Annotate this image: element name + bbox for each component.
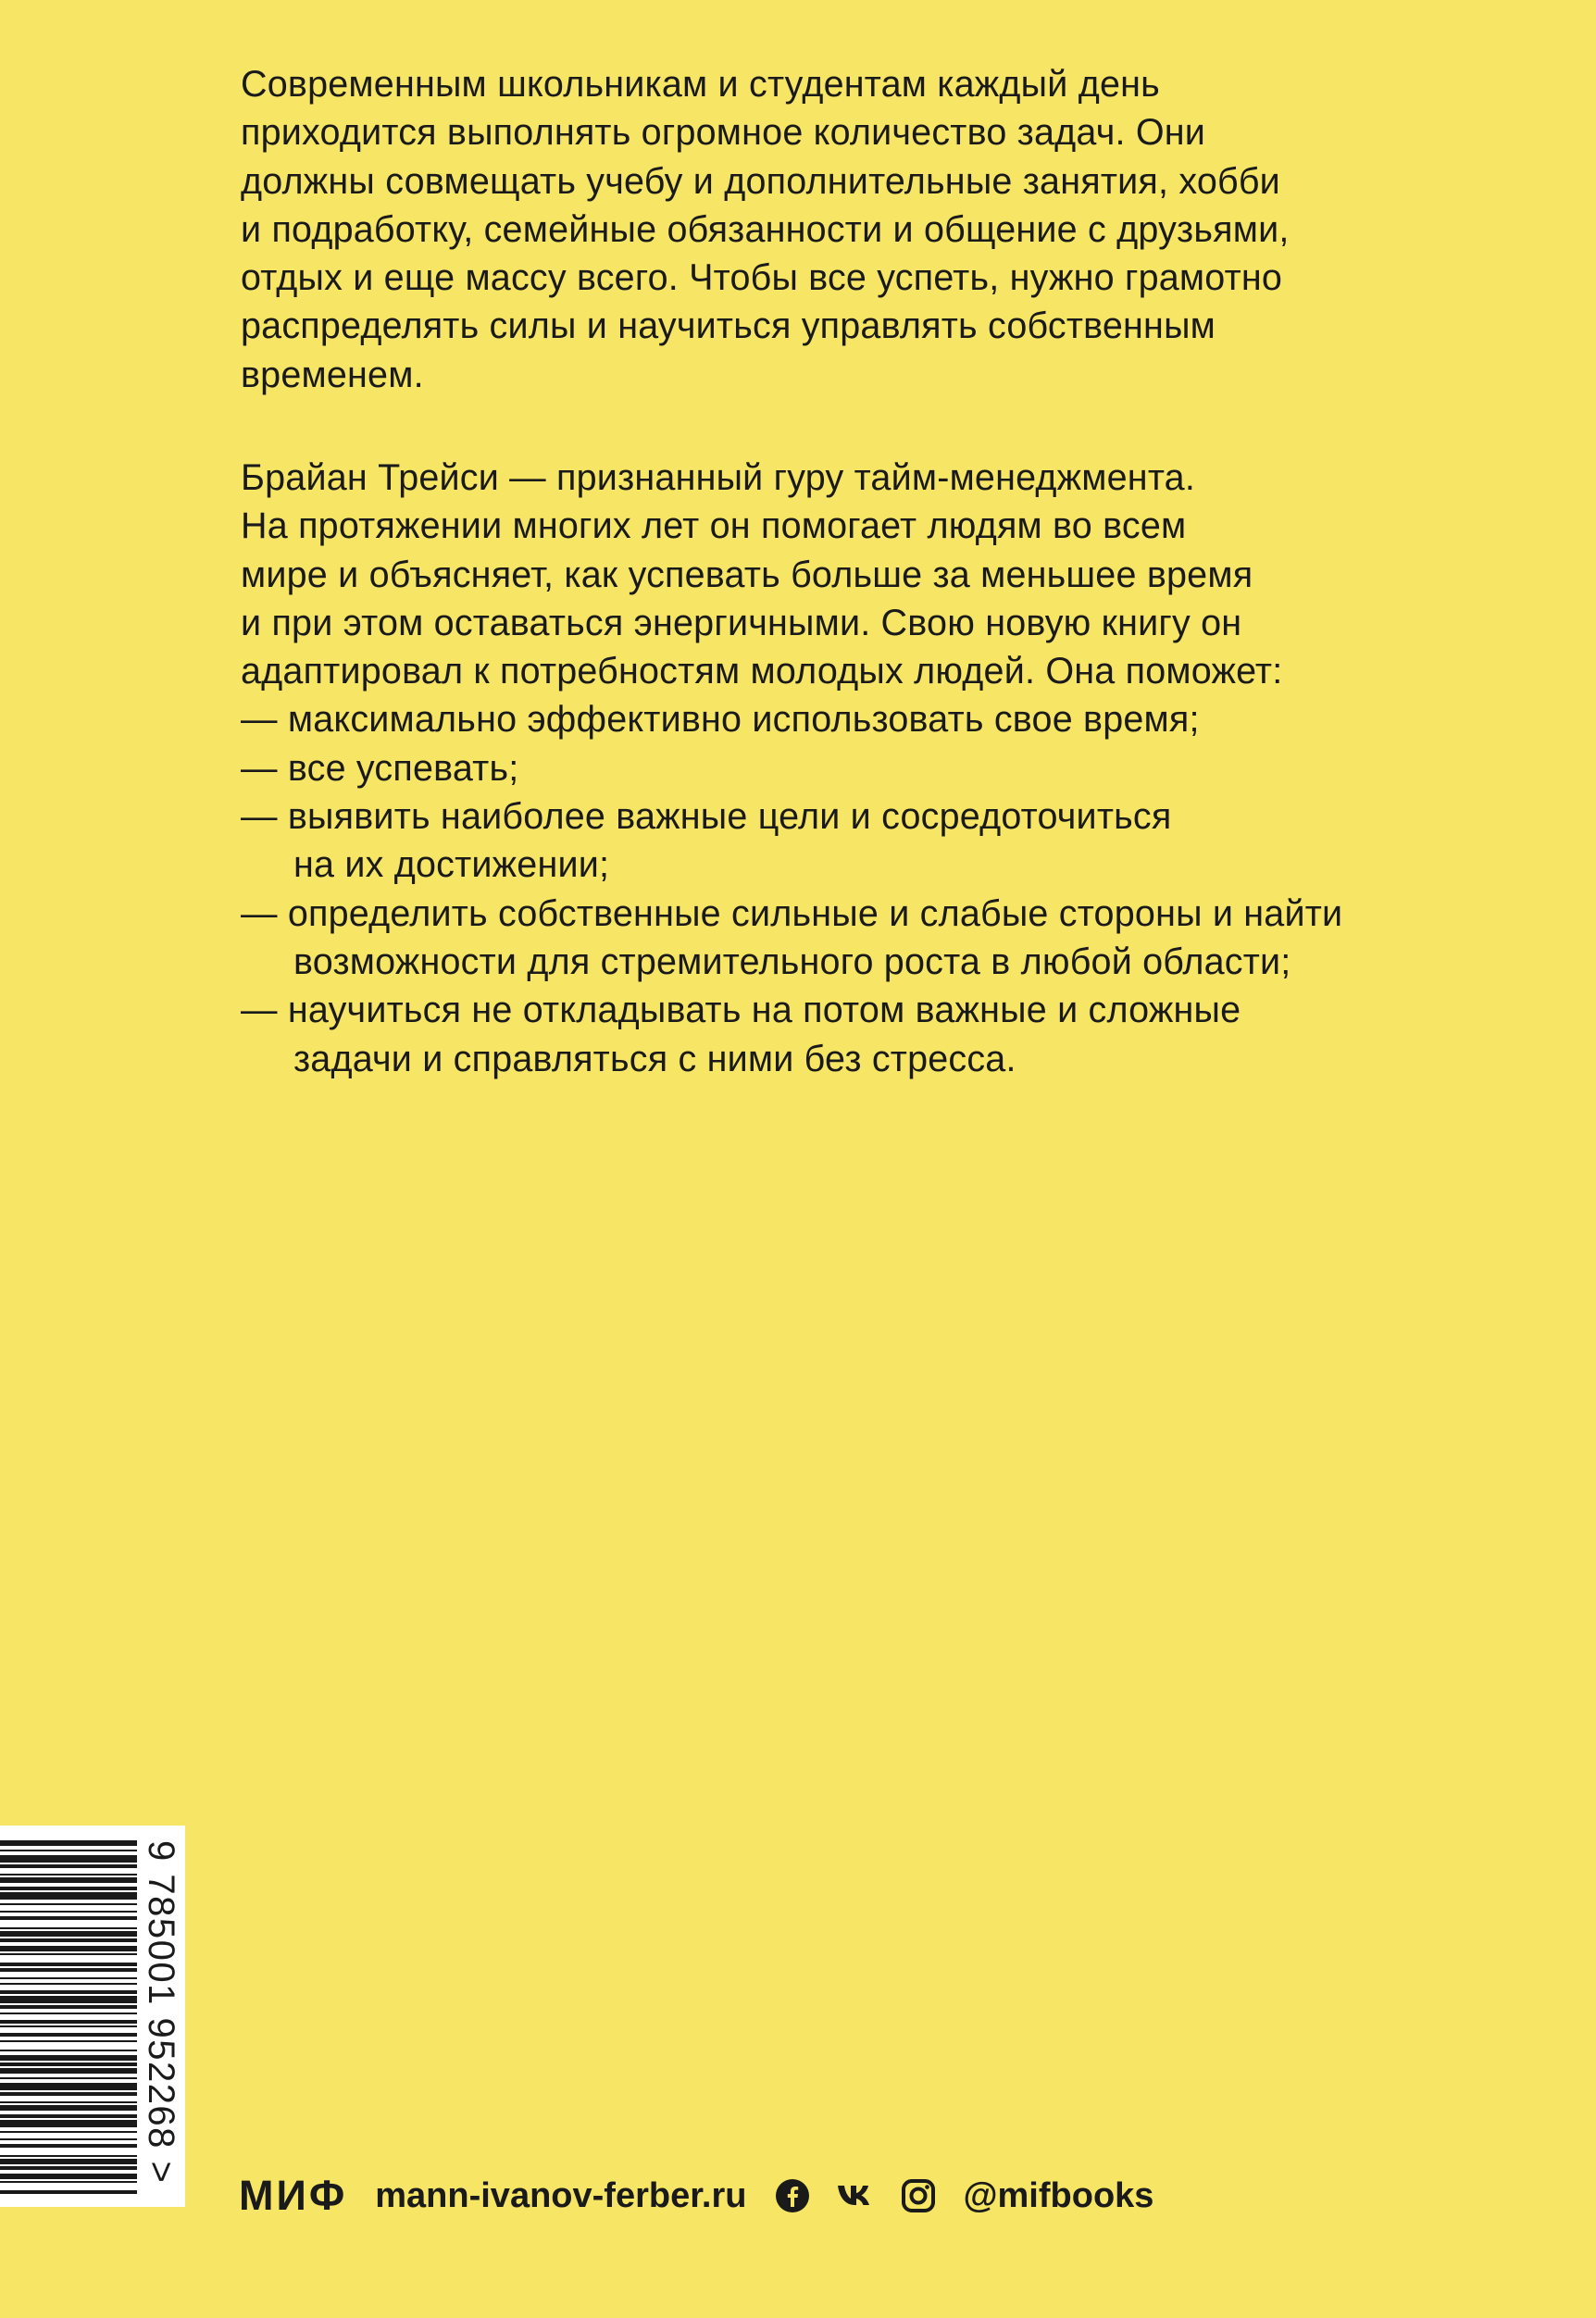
- barcode-bar: [0, 2033, 137, 2037]
- barcode-bar: [0, 2138, 137, 2140]
- barcode-bar: [0, 1877, 137, 1883]
- barcode-bar: [0, 2190, 137, 2194]
- barcode-bar: [0, 1963, 137, 1966]
- barcode-bar: [0, 1903, 137, 1905]
- barcode-bar: [0, 2055, 137, 2061]
- facebook-icon[interactable]: [774, 2177, 811, 2214]
- description-paragraph-1: [241, 60, 1537, 399]
- text-line: должны совмещать учебу и дополнительные занятия, хобби: [241, 160, 1280, 202]
- social-handle[interactable]: @mifbooks: [963, 2175, 1154, 2215]
- barcode-bar: [0, 1946, 137, 1951]
- list-item-continuation: задачи и справляться с ними без стресса.: [293, 1038, 1016, 1079]
- list-item-continuation: возможности для стремительного роста в любой области;: [293, 941, 1291, 982]
- isbn-digits: 9 785001 952268 >: [141, 1840, 181, 2185]
- list-item: — все успевать;: [241, 747, 519, 789]
- barcode-bar: [0, 2159, 137, 2164]
- text-line: мире и объясняет, как успевать больше за меньшее время: [241, 554, 1253, 595]
- list-item: — максимально эффективно использовать свое время;: [241, 699, 1200, 741]
- barcode-bar: [0, 1911, 137, 1913]
- barcode-bar: [0, 2005, 137, 2009]
- barcode-bar: [0, 2131, 137, 2133]
- barcode-bar: [0, 2092, 137, 2096]
- barcode-bar: [0, 1840, 137, 1846]
- barcode-bar: [0, 1931, 137, 1937]
- list-item: — научиться не откладывать на потом важные и сложные: [241, 990, 1241, 1031]
- barcode-bar: [0, 1990, 137, 1994]
- barcode-bar: [0, 2013, 137, 2014]
- barcode-bar: [0, 1953, 137, 1955]
- barcode-bar: [0, 1996, 137, 2003]
- barcode-bar: [0, 2083, 137, 2090]
- text-line: Современным школьникам и студентам каждый день: [241, 64, 1160, 105]
- instagram-icon[interactable]: [900, 2177, 937, 2214]
- text-line: Брайан Трейси — признанный гуру тайм-менеджмента.: [241, 457, 1196, 498]
- barcode-bar: [0, 2181, 137, 2183]
- barcode-bar: [0, 1864, 137, 1868]
- text-line: распределять силы и научиться управлять собственным: [241, 305, 1216, 347]
- text-line: и подработку, семейные обязанности и общение с друзьями,: [241, 208, 1290, 250]
- text-line: временем.: [241, 354, 424, 395]
- barcode-bar: [0, 1892, 137, 1900]
- barcode-bar: [0, 2144, 137, 2148]
- description-paragraph-2: [241, 454, 1537, 1083]
- text-line: адаптировал к потребностям молодых людей. Она поможет:: [241, 651, 1283, 692]
- barcode-bar: [0, 1874, 137, 1876]
- list-item: — выявить наиболее важные цели и сосредоточиться: [241, 796, 1172, 838]
- publisher-website-link[interactable]: mann-ivanov-ferber.ru: [375, 2175, 747, 2215]
- text-line: На протяжении многих лет он помогает людям во всем: [241, 505, 1187, 547]
- publisher-logo: МИФ: [239, 2172, 348, 2219]
- text-line: приходится выполнять огромное количество задач. Они: [241, 112, 1206, 154]
- barcode-bar: [0, 2174, 137, 2179]
- barcode-bar: [0, 2114, 137, 2118]
- barcode-bar: [0, 1968, 137, 1972]
- barcode-bar: [0, 2063, 137, 2066]
- barcode-bar: [0, 2050, 137, 2051]
- benefits-list: [241, 695, 1537, 1082]
- barcode-bar: [0, 2105, 137, 2111]
- text-line: и при этом оставаться энергичными. Свою новую книгу он: [241, 602, 1242, 643]
- vk-icon[interactable]: [837, 2177, 874, 2214]
- barcode-bar: [0, 2020, 137, 2024]
- barcode-bar: [0, 2166, 137, 2170]
- barcode-bar: [0, 2068, 137, 2074]
- barcode-bar: [0, 1850, 137, 1851]
- barcode-bar: [0, 1855, 137, 1863]
- barcode-bar: [0, 1927, 137, 1929]
- list-item-continuation: на их достижении;: [293, 844, 610, 886]
- list-item: — определить собственные сильные и слабые стороны и найти: [241, 892, 1343, 934]
- publisher-footer: [239, 2168, 1153, 2224]
- barcode-bar: [0, 1916, 137, 1920]
- barcode-bar: [0, 1887, 137, 1890]
- barcode-bar: [0, 2120, 137, 2127]
- text-line: отдых и еще массу всего. Чтобы все успеть, нужно грамотно: [241, 257, 1283, 299]
- barcode-bar: [0, 1938, 137, 1942]
- barcode-bar: [0, 1977, 137, 1979]
- barcode-bar: [0, 1983, 137, 1985]
- barcode-bar: [0, 2040, 137, 2042]
- barcode-bar: [0, 2155, 137, 2157]
- barcode-bar: [0, 2101, 137, 2103]
- barcode-bar: [0, 2077, 137, 2079]
- barcode-bar: [0, 2025, 137, 2027]
